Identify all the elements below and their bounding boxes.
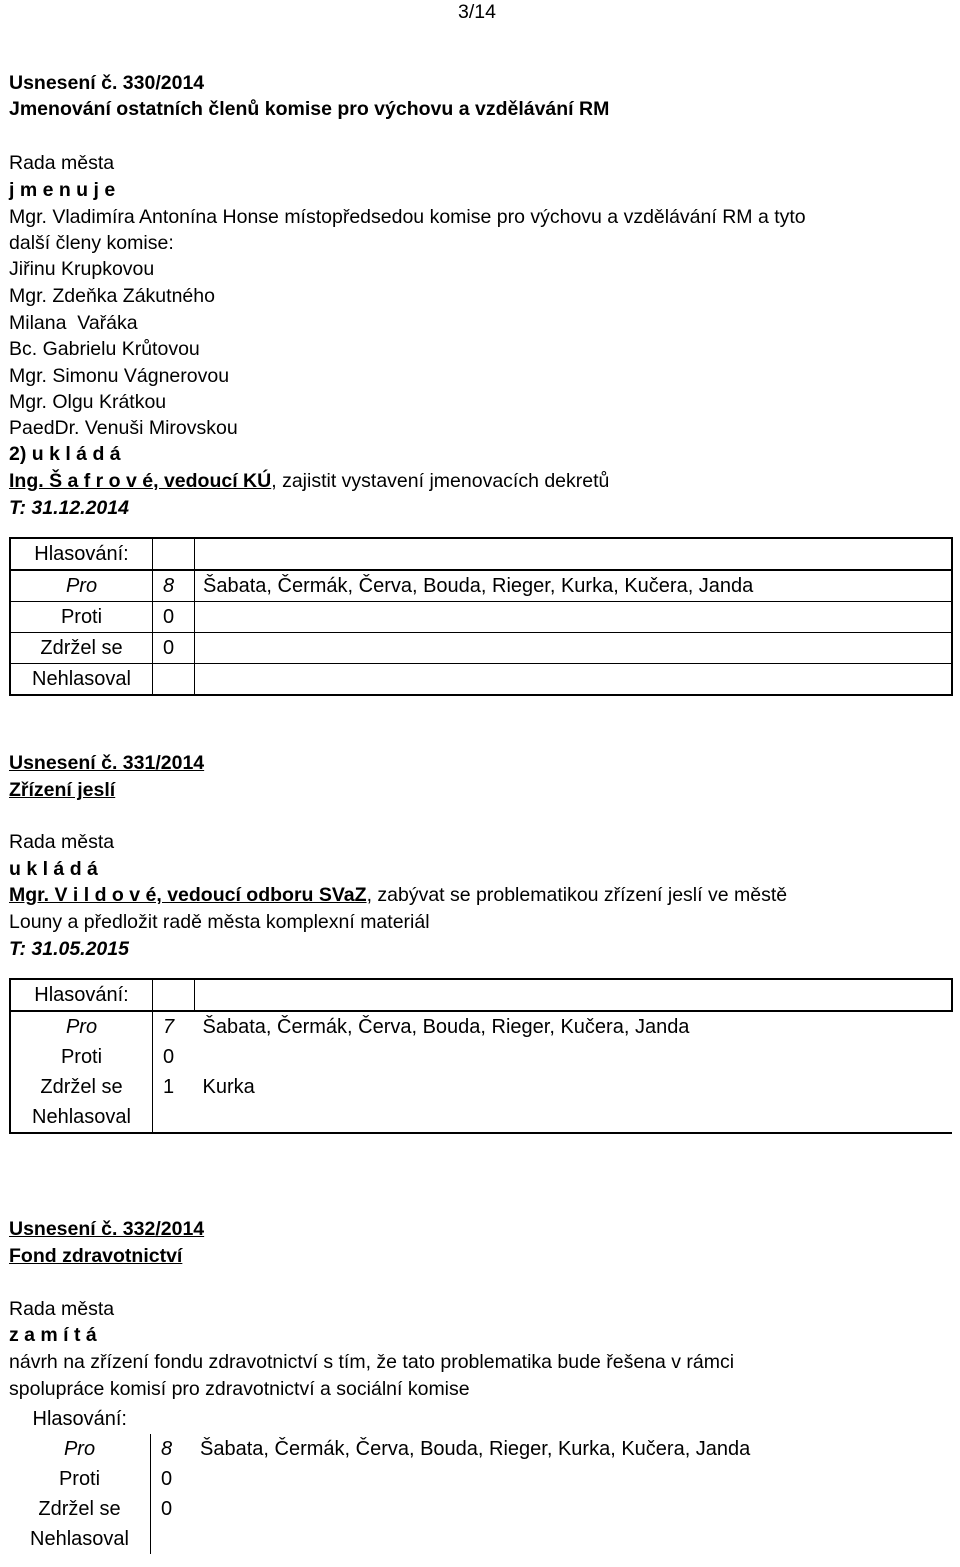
vote-table	[9, 1404, 953, 1554]
vote-names-proti	[192, 1464, 953, 1494]
vote-label-nehlasoval: Nehlasoval	[10, 664, 153, 696]
resolution-text-line: další členy komise:	[9, 232, 174, 254]
resolution-body: Rada města	[9, 1298, 115, 1320]
vote-names-proti	[195, 1042, 953, 1072]
vote-label-proti: Proti	[58, 1468, 101, 1490]
member-item: Mgr. Olgu Krátkou	[9, 391, 167, 413]
member-item: PaedDr. Venuši Mirovskou	[9, 417, 238, 439]
vote-header: Hlasování:	[32, 1408, 127, 1430]
resolution-title: Jmenování ostatních členů komise pro výchovu a vzdělávání RM	[9, 98, 610, 120]
vote-count-pro: 8	[153, 570, 195, 602]
resolution-heading: Usnesení č. 332/2014	[9, 1218, 205, 1240]
vote-count-zdrzel: 0	[153, 633, 195, 664]
resolution-text-line: návrh na zřízení fondu zdravotnictví s tím, že tato problematika bude řešena v rámci	[9, 1351, 735, 1373]
vote-header: Hlasování:	[10, 979, 153, 1011]
member-item: Milana Vařáka	[9, 312, 138, 334]
member-item: Jiřinu Krupkovou	[9, 258, 155, 280]
vote-table	[9, 978, 953, 1134]
vote-count-nehlasoval	[151, 1524, 193, 1554]
resolution-verb: j m e n u j e	[9, 179, 116, 201]
vote-names-zdrzel: Kurka	[202, 1076, 255, 1098]
vote-count-zdrzel: 1	[153, 1072, 195, 1102]
vote-label-pro: Pro	[10, 1011, 153, 1042]
task-text: , zajistit vystavení jmenovacích dekretů	[271, 470, 610, 492]
page-number: 3/14	[458, 1, 496, 23]
responsible-person: Ing. Š a f r o v é, vedoucí KÚ	[9, 470, 272, 492]
member-item: Mgr. Simonu Vágnerovou	[9, 365, 230, 387]
task-text: , zabývat se problematikou zřízení jeslí ve městě	[366, 884, 788, 906]
resolution-verb: 2) u k l á d á	[9, 443, 121, 465]
vote-names-nehlasoval	[195, 1102, 953, 1133]
resolution-text-line: Louny a předložit radě města komplexní materiál	[9, 911, 430, 933]
vote-names-pro: Šabata, Čermák, Červa, Bouda, Rieger, Kučera, Janda	[202, 1016, 690, 1038]
vote-names-pro: Šabata, Čermák, Červa, Bouda, Rieger, Kurka, Kučera, Janda	[195, 570, 953, 602]
vote-count-zdrzel: 0	[151, 1494, 193, 1524]
deadline: T: 31.05.2015	[9, 938, 129, 960]
vote-names-nehlasoval	[192, 1524, 953, 1554]
vote-names-pro: Šabata, Čermák, Červa, Bouda, Rieger, Kurka, Kučera, Janda	[200, 1438, 751, 1460]
vote-table	[9, 537, 953, 696]
vote-header: Hlasování:	[10, 538, 153, 570]
resolution-text-line: Mgr. Vladimíra Antonína Honse místopředsedou komise pro výchovu a vzdělávání RM a tyto	[9, 206, 806, 228]
resolution-verb: u k l á d á	[9, 858, 98, 880]
vote-label-nehlasoval: Nehlasoval	[10, 1102, 153, 1133]
vote-names-zdrzel	[195, 633, 953, 664]
vote-count-nehlasoval	[153, 664, 195, 696]
vote-label-zdrzel: Zdržel se	[10, 633, 153, 664]
vote-names-proti	[195, 602, 953, 633]
resolution-title: Fond zdravotnictví	[9, 1245, 183, 1267]
member-item: Bc. Gabrielu Krůtovou	[9, 338, 200, 360]
member-item: Mgr. Zdeňka Zákutného	[9, 285, 215, 307]
resolution-text-line: spolupráce komisí pro zdravotnictví a sociální komise	[9, 1378, 470, 1400]
vote-count-proti: 0	[151, 1464, 193, 1494]
responsible-person: Mgr. V i l d o v é, vedoucí odboru SVaZ	[9, 884, 367, 906]
resolution-heading: Usnesení č. 331/2014	[9, 752, 205, 774]
vote-label-pro: Pro	[10, 570, 153, 602]
vote-label-zdrzel: Zdržel se	[10, 1072, 153, 1102]
vote-names-nehlasoval	[195, 664, 953, 696]
vote-count-nehlasoval	[153, 1102, 195, 1133]
vote-label-zdrzel: Zdržel se	[38, 1498, 121, 1520]
resolution-heading: Usnesení č. 330/2014	[9, 72, 205, 94]
resolution-title: Zřízení jeslí	[9, 779, 116, 801]
vote-count-pro: 7	[153, 1011, 195, 1042]
resolution-body: Rada města	[9, 152, 115, 174]
resolution-verb: z a m í t á	[9, 1324, 97, 1346]
vote-label-nehlasoval: Nehlasoval	[30, 1528, 129, 1550]
vote-count-pro: 8	[151, 1434, 193, 1464]
vote-count-proti: 0	[153, 1042, 195, 1072]
vote-label-proti: Proti	[10, 1042, 153, 1072]
vote-names-zdrzel	[192, 1494, 953, 1524]
resolution-body: Rada města	[9, 831, 115, 853]
deadline: T: 31.12.2014	[9, 497, 129, 519]
vote-label-proti: Proti	[10, 602, 153, 633]
vote-count-proti: 0	[153, 602, 195, 633]
vote-label-pro: Pro	[63, 1438, 96, 1460]
